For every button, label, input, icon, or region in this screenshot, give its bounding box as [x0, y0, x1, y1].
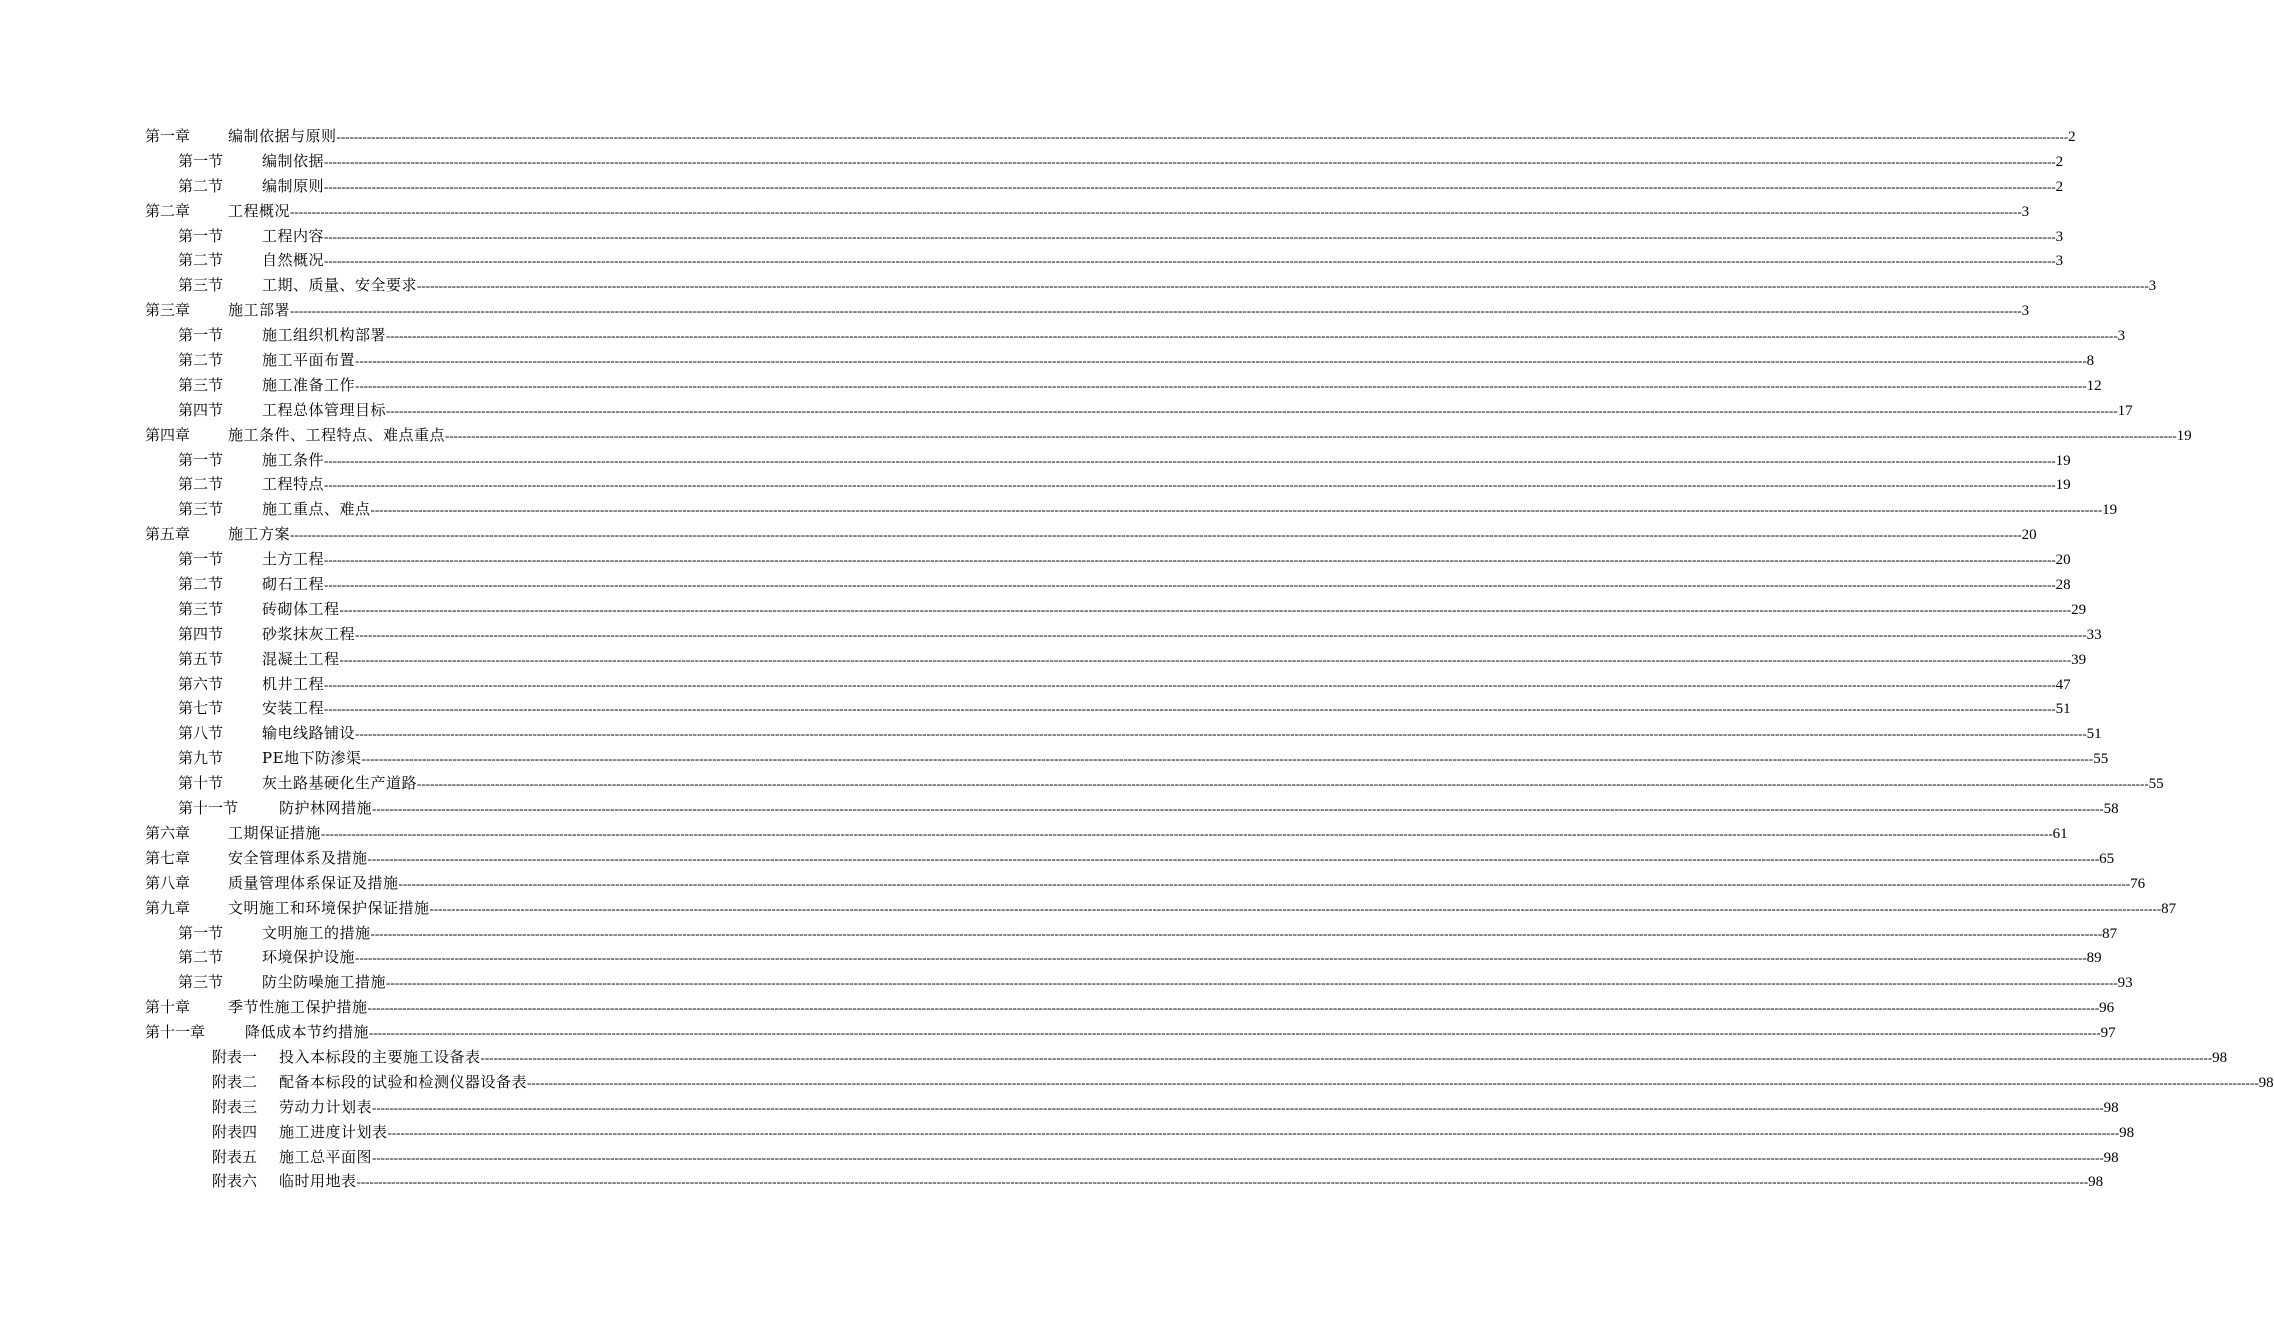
toc-leader-dashes: ---------------------------------------------------------------------------------------------------------------------------------------------------------------------------------------------------------------------------------------------------------------------------------------------------------------------------------------------------------------------------------------------------------------- — [290, 303, 2022, 319]
toc-entry-line — [228, 896, 2177, 922]
toc-entry-number: 第四节 — [178, 624, 224, 643]
toc-entry-line — [262, 647, 2087, 673]
toc-leader-dashes: ---------------------------------------------------------------------------------------------------------------------------------------------------------------------------------------------------------------------------------------------------------------------------------------------------------------------------------------------------------------------------------------------------------------- — [367, 850, 2100, 866]
toc-entry-line — [262, 945, 2102, 971]
toc-entry-page: 19 — [2055, 452, 2071, 469]
toc-entry-page: 61 — [2052, 825, 2068, 842]
toc-leader-dashes: ---------------------------------------------------------------------------------------------------------------------------------------------------------------------------------------------------------------------------------------------------------------------------------------------------------------------------------------------------------------------------------------------------------------- — [324, 253, 2056, 269]
toc-entry-line — [228, 423, 2192, 449]
toc-entry[interactable] — [0, 721, 2102, 746]
toc-entry[interactable] — [0, 896, 2177, 921]
toc-entry-line — [262, 398, 2133, 424]
toc-entry-line — [228, 846, 2115, 872]
toc-entry-title: 施工方案 — [228, 525, 291, 544]
toc-entry-title: 季节性施工保护措施 — [228, 998, 368, 1017]
toc-entry-number: 第三章 — [145, 301, 191, 320]
toc-entry[interactable] — [0, 871, 2146, 896]
toc-entry-title: 土方工程 — [262, 550, 325, 569]
toc-leader-dashes: ---------------------------------------------------------------------------------------------------------------------------------------------------------------------------------------------------------------------------------------------------------------------------------------------------------------------------------------------------------------------------------------------------------------- — [339, 601, 2072, 617]
toc-entry-page: 3 — [2117, 328, 2126, 345]
toc-entry-line — [262, 273, 2157, 299]
toc-leader-dashes: ---------------------------------------------------------------------------------------------------------------------------------------------------------------------------------------------------------------------------------------------------------------------------------------------------------------------------------------------------------------------------------------------------------------- — [355, 726, 2087, 742]
toc-entry-line — [262, 373, 2102, 399]
toc-entry-page: 93 — [2117, 975, 2133, 992]
toc-entry-page: 98 — [2258, 1074, 2274, 1091]
toc-entry-page: 55 — [2093, 751, 2109, 768]
toc-entry-number: 第二节 — [178, 176, 224, 195]
toc-entry[interactable] — [0, 124, 2076, 149]
toc-leader-dashes: ---------------------------------------------------------------------------------------------------------------------------------------------------------------------------------------------------------------------------------------------------------------------------------------------------------------------------------------------------------------------------------------------------------------- — [336, 129, 2069, 144]
toc-entry-number: 第三节 — [178, 276, 224, 295]
toc-leader-dashes: ---------------------------------------------------------------------------------------------------------------------------------------------------------------------------------------------------------------------------------------------------------------------------------------------------------------------------------------------------------------------------------------------------------------- — [324, 153, 2056, 169]
toc-entry-title: 防尘防噪施工措施 — [262, 973, 387, 992]
toc-entry-line — [228, 199, 2030, 225]
toc-entry-line — [262, 572, 2071, 598]
toc-entry-line — [279, 1095, 2119, 1121]
toc-entry-line — [262, 174, 2064, 200]
toc-entry[interactable] — [0, 1145, 2119, 1170]
toc-entry-page: 12 — [2086, 377, 2102, 394]
toc-leader-dashes: ---------------------------------------------------------------------------------------------------------------------------------------------------------------------------------------------------------------------------------------------------------------------------------------------------------------------------------------------------------------------------------------------------------------- — [290, 203, 2022, 219]
toc-entry[interactable] — [0, 1095, 2119, 1120]
toc-entry-title: 施工条件、工程特点、难点重点 — [228, 425, 446, 444]
toc-entry-title: 临时用地表 — [279, 1172, 357, 1191]
toc-entry-number: 第一节 — [178, 550, 224, 569]
toc-entry-line — [262, 547, 2071, 573]
toc-entry-page: 97 — [2100, 1025, 2116, 1042]
toc-entry-line — [279, 1045, 2228, 1071]
toc-entry-number: 第九节 — [178, 749, 224, 768]
toc-leader-dashes: ---------------------------------------------------------------------------------------------------------------------------------------------------------------------------------------------------------------------------------------------------------------------------------------------------------------------------------------------------------------------------------------------------------------- — [372, 1099, 2104, 1115]
toc-entry-page: 19 — [2176, 427, 2192, 444]
toc-entry-title: 砌石工程 — [262, 575, 325, 594]
toc-entry[interactable] — [0, 448, 2071, 473]
toc-entry[interactable] — [0, 547, 2071, 572]
toc-entry-title: 施工总平面图 — [279, 1147, 373, 1166]
toc-entry[interactable] — [0, 273, 2157, 298]
toc-leader-dashes: ---------------------------------------------------------------------------------------------------------------------------------------------------------------------------------------------------------------------------------------------------------------------------------------------------------------------------------------------------------------------------------------------------------------- — [386, 328, 2118, 344]
toc-entry-number: 第三节 — [178, 375, 224, 394]
toc-leader-dashes: ---------------------------------------------------------------------------------------------------------------------------------------------------------------------------------------------------------------------------------------------------------------------------------------------------------------------------------------------------------------------------------------------------------------- — [324, 676, 2056, 692]
toc-entry-line — [262, 248, 2064, 274]
toc-entry-page: 89 — [2086, 950, 2102, 967]
toc-entry-title: 文明施工的措施 — [262, 923, 371, 942]
toc-entry-number: 第二节 — [178, 948, 224, 967]
toc-leader-dashes: ---------------------------------------------------------------------------------------------------------------------------------------------------------------------------------------------------------------------------------------------------------------------------------------------------------------------------------------------------------------------------------------------------------------- — [324, 577, 2056, 593]
toc-entry-title: 环境保护设施 — [262, 948, 356, 967]
toc-entry-line — [262, 921, 2118, 947]
toc-entry-line — [262, 348, 2095, 374]
toc-entry[interactable] — [0, 1169, 2104, 1194]
toc-entry-title: 工期保证措施 — [228, 823, 322, 842]
toc-entry[interactable] — [0, 199, 2030, 224]
toc-entry-number: 第四节 — [178, 400, 224, 419]
toc-entry[interactable] — [0, 921, 2118, 946]
toc-entry[interactable] — [0, 423, 2192, 448]
toc-leader-dashes: ---------------------------------------------------------------------------------------------------------------------------------------------------------------------------------------------------------------------------------------------------------------------------------------------------------------------------------------------------------------------------------------------------------------- — [339, 651, 2072, 667]
toc-entry[interactable] — [0, 846, 2115, 871]
toc-leader-dashes: ---------------------------------------------------------------------------------------------------------------------------------------------------------------------------------------------------------------------------------------------------------------------------------------------------------------------------------------------------------------------------------------------------------------- — [417, 278, 2149, 294]
toc-entry-number: 附表一 — [212, 1047, 258, 1066]
toc-leader-dashes: ---------------------------------------------------------------------------------------------------------------------------------------------------------------------------------------------------------------------------------------------------------------------------------------------------------------------------------------------------------------------------------------------------------------- — [355, 950, 2087, 966]
toc-entry-line — [262, 224, 2064, 250]
toc-entry-line — [262, 970, 2133, 996]
toc-entry-number: 第一节 — [178, 923, 224, 942]
toc-entry-line — [228, 821, 2068, 847]
toc-entry-line — [279, 1070, 2274, 1096]
toc-entry-page: 98 — [2103, 1149, 2119, 1166]
toc-entry-title: 配备本标段的试验和检测仪器设备表 — [279, 1072, 528, 1091]
toc-entry-title: 施工平面布置 — [262, 351, 356, 370]
toc-leader-dashes: ---------------------------------------------------------------------------------------------------------------------------------------------------------------------------------------------------------------------------------------------------------------------------------------------------------------------------------------------------------------------------------------------------------------- — [370, 502, 2103, 518]
toc-entry-number: 第三节 — [178, 500, 224, 519]
toc-entry-number: 第一章 — [145, 127, 191, 145]
toc-entry[interactable] — [0, 1020, 2116, 1045]
toc-entry[interactable] — [0, 970, 2133, 995]
toc-entry-title: 施工重点、难点 — [262, 500, 371, 519]
toc-leader-dashes: ---------------------------------------------------------------------------------------------------------------------------------------------------------------------------------------------------------------------------------------------------------------------------------------------------------------------------------------------------------------------------------------------------------------- — [369, 1025, 2101, 1041]
toc-entry-title: 防护林网措施 — [279, 799, 373, 818]
toc-entry-title: 编制原则 — [262, 176, 325, 195]
toc-entry-page: 2 — [2055, 178, 2064, 195]
toc-entry-title: 工程内容 — [262, 226, 325, 245]
toc-entry-line — [262, 696, 2071, 722]
toc-entry-title: 降低成本节约措施 — [245, 1023, 370, 1042]
toc-entry-number: 第十一章 — [145, 1023, 206, 1042]
toc-entry-number: 附表四 — [212, 1122, 258, 1141]
toc-entry-number: 第三节 — [178, 973, 224, 992]
toc-entry[interactable] — [0, 696, 2071, 721]
toc-entry[interactable] — [0, 672, 2071, 697]
toc-entry-number: 第二节 — [178, 351, 224, 370]
toc-entry-number: 第一节 — [178, 151, 224, 170]
toc-entry-number: 第十节 — [178, 774, 224, 793]
toc-entry-line — [262, 472, 2071, 498]
toc-entry-line — [262, 672, 2071, 698]
toc-entry-page: 96 — [2099, 1000, 2115, 1017]
toc-entry-page: 87 — [2102, 925, 2118, 942]
toc-entry-title: PE地下防渗渠 — [262, 749, 362, 768]
toc-leader-dashes: ---------------------------------------------------------------------------------------------------------------------------------------------------------------------------------------------------------------------------------------------------------------------------------------------------------------------------------------------------------------------------------------------------------------- — [445, 427, 2177, 443]
toc-leader-dashes: ---------------------------------------------------------------------------------------------------------------------------------------------------------------------------------------------------------------------------------------------------------------------------------------------------------------------------------------------------------------------------------------------------------------- — [417, 776, 2149, 792]
toc-entry[interactable] — [0, 995, 2115, 1020]
toc-entry-page: 3 — [2148, 278, 2157, 295]
toc-entry[interactable] — [0, 1120, 2135, 1145]
toc-entry-title: 安装工程 — [262, 699, 325, 718]
toc-leader-dashes: ---------------------------------------------------------------------------------------------------------------------------------------------------------------------------------------------------------------------------------------------------------------------------------------------------------------------------------------------------------------------------------------------------------------- — [370, 925, 2103, 941]
toc-entry-title: 编制依据 — [262, 151, 325, 170]
toc-leader-dashes: ---------------------------------------------------------------------------------------------------------------------------------------------------------------------------------------------------------------------------------------------------------------------------------------------------------------------------------------------------------------------------------------------------------------- — [398, 875, 2131, 891]
toc-leader-dashes: ---------------------------------------------------------------------------------------------------------------------------------------------------------------------------------------------------------------------------------------------------------------------------------------------------------------------------------------------------------------------------------------------------------------- — [480, 1049, 2213, 1065]
toc-entry[interactable] — [0, 323, 2126, 348]
toc-entry[interactable] — [0, 497, 2118, 522]
toc-leader-dashes: ---------------------------------------------------------------------------------------------------------------------------------------------------------------------------------------------------------------------------------------------------------------------------------------------------------------------------------------------------------------------------------------------------------------- — [527, 1074, 2259, 1090]
toc-entry[interactable] — [0, 622, 2102, 647]
toc-entry-page: 29 — [2071, 601, 2087, 618]
toc-leader-dashes: ---------------------------------------------------------------------------------------------------------------------------------------------------------------------------------------------------------------------------------------------------------------------------------------------------------------------------------------------------------------------------------------------------------------- — [324, 552, 2056, 568]
toc-entry-page: 51 — [2086, 726, 2102, 743]
toc-entry-number: 附表二 — [212, 1072, 258, 1091]
toc-entry-number: 第二节 — [178, 475, 224, 494]
toc-entry-line — [262, 746, 2109, 772]
toc-entry-number: 第七节 — [178, 699, 224, 718]
toc-entry-page: 19 — [2055, 477, 2071, 494]
toc-entry-title: 砖砌体工程 — [262, 599, 340, 618]
toc-entry-title: 施工组织机构部署 — [262, 326, 387, 345]
toc-entry-number: 附表五 — [212, 1147, 258, 1166]
toc-entry-page: 39 — [2071, 651, 2087, 668]
toc-entry[interactable] — [0, 373, 2102, 398]
toc-entry[interactable] — [0, 248, 2064, 273]
toc-entry-page: 20 — [2055, 552, 2071, 569]
toc-entry-title: 混凝土工程 — [262, 649, 340, 668]
toc-entry-line — [279, 1169, 2104, 1195]
toc-entry-page: 28 — [2055, 577, 2071, 594]
toc-entry-page: 3 — [2055, 228, 2064, 245]
toc-entry-page: 3 — [2021, 303, 2030, 320]
toc-entry[interactable] — [0, 572, 2071, 597]
toc-entry-title: 施工部署 — [228, 301, 291, 320]
toc-entry-page: 33 — [2086, 626, 2102, 643]
toc-entry-title: 质量管理体系保证及措施 — [228, 873, 399, 892]
toc-entry-page: 76 — [2130, 875, 2146, 892]
toc-entry-line — [279, 1145, 2119, 1171]
toc-entry-title: 工程概况 — [228, 201, 291, 220]
toc-entry-line — [262, 323, 2126, 349]
toc-entry-number: 第四章 — [145, 425, 191, 444]
toc-leader-dashes: ---------------------------------------------------------------------------------------------------------------------------------------------------------------------------------------------------------------------------------------------------------------------------------------------------------------------------------------------------------------------------------------------------------------- — [324, 477, 2056, 493]
toc-entry-number: 第一节 — [178, 226, 224, 245]
toc-entry[interactable] — [0, 472, 2071, 497]
toc-entry-title: 工期、质量、安全要求 — [262, 276, 418, 295]
toc-entry-page: 2 — [2055, 153, 2064, 170]
toc-entry-line — [262, 597, 2087, 623]
toc-entry-number: 第八节 — [178, 724, 224, 743]
toc-entry[interactable] — [0, 1045, 2228, 1070]
toc-entry[interactable] — [0, 796, 2119, 821]
toc-leader-dashes: ---------------------------------------------------------------------------------------------------------------------------------------------------------------------------------------------------------------------------------------------------------------------------------------------------------------------------------------------------------------------------------------------------------------- — [386, 975, 2118, 991]
toc-entry-page: 17 — [2117, 402, 2133, 419]
toc-entry-title: 自然概况 — [262, 251, 325, 270]
toc-leader-dashes: ---------------------------------------------------------------------------------------------------------------------------------------------------------------------------------------------------------------------------------------------------------------------------------------------------------------------------------------------------------------------------------------------------------------- — [372, 801, 2104, 817]
toc-entry-line — [228, 522, 2037, 548]
toc-entry-title: 施工条件 — [262, 450, 325, 469]
toc-entry-line — [228, 298, 2030, 324]
toc-entry-title: 安全管理体系及措施 — [228, 848, 368, 867]
toc-entry[interactable] — [0, 522, 2037, 547]
toc-entry[interactable] — [0, 597, 2087, 622]
toc-entry[interactable] — [0, 298, 2030, 323]
toc-leader-dashes: ---------------------------------------------------------------------------------------------------------------------------------------------------------------------------------------------------------------------------------------------------------------------------------------------------------------------------------------------------------------------------------------------------------------- — [324, 178, 2056, 194]
toc-entry-page: 65 — [2099, 850, 2115, 867]
toc-entry-number: 第一节 — [178, 326, 224, 345]
toc-entry-title: 灰土路基硬化生产道路 — [262, 774, 418, 793]
toc-entry-number: 第八章 — [145, 873, 191, 892]
toc-leader-dashes: ---------------------------------------------------------------------------------------------------------------------------------------------------------------------------------------------------------------------------------------------------------------------------------------------------------------------------------------------------------------------------------------------------------------- — [361, 751, 2094, 767]
toc-entry-page: 20 — [2021, 527, 2037, 544]
toc-entry-page: 55 — [2148, 776, 2164, 793]
toc-entry[interactable] — [0, 224, 2064, 249]
toc-entry-line — [228, 124, 2076, 150]
toc-entry-page: 98 — [2212, 1049, 2228, 1066]
toc-entry-line — [279, 796, 2119, 822]
toc-leader-dashes: ---------------------------------------------------------------------------------------------------------------------------------------------------------------------------------------------------------------------------------------------------------------------------------------------------------------------------------------------------------------------------------------------------------------- — [429, 900, 2162, 916]
toc-entry[interactable] — [0, 348, 2095, 373]
toc-entry-number: 第九章 — [145, 898, 191, 917]
toc-entry-page: 98 — [2103, 1099, 2119, 1116]
toc-entry-number: 第六节 — [178, 674, 224, 693]
toc-leader-dashes: ---------------------------------------------------------------------------------------------------------------------------------------------------------------------------------------------------------------------------------------------------------------------------------------------------------------------------------------------------------------------------------------------------------------- — [324, 452, 2056, 468]
toc-leader-dashes: ---------------------------------------------------------------------------------------------------------------------------------------------------------------------------------------------------------------------------------------------------------------------------------------------------------------------------------------------------------------------------------------------------------------- — [324, 228, 2056, 244]
toc-entry-number: 附表三 — [212, 1097, 258, 1116]
toc-entry-number: 第七章 — [145, 848, 191, 867]
toc-entry-page: 87 — [2161, 900, 2177, 917]
toc-entry-number: 第五章 — [145, 525, 191, 544]
toc-entry-line — [262, 448, 2071, 474]
toc-leader-dashes: ---------------------------------------------------------------------------------------------------------------------------------------------------------------------------------------------------------------------------------------------------------------------------------------------------------------------------------------------------------------------------------------------------------------- — [356, 1174, 2089, 1190]
toc-entry-title: 机井工程 — [262, 674, 325, 693]
toc-leader-dashes: ---------------------------------------------------------------------------------------------------------------------------------------------------------------------------------------------------------------------------------------------------------------------------------------------------------------------------------------------------------------------------------------------------------------- — [324, 701, 2056, 717]
toc-entry-page: 2 — [2068, 129, 2076, 145]
toc-entry[interactable] — [0, 945, 2102, 970]
toc-entry-number: 第二节 — [178, 251, 224, 270]
toc-entry-number: 第十章 — [145, 998, 191, 1017]
toc-entry-line — [262, 771, 2164, 797]
toc-entry-title: 砂浆抹灰工程 — [262, 624, 356, 643]
toc-entry-title: 劳动力计划表 — [279, 1097, 373, 1116]
toc-entry-number: 第一节 — [178, 450, 224, 469]
toc-entry-title: 施工进度计划表 — [279, 1122, 388, 1141]
toc-entry-number: 第二章 — [145, 201, 191, 220]
toc-entry-title: 输电线路铺设 — [262, 724, 356, 743]
toc-entry-page: 47 — [2055, 676, 2071, 693]
toc-entry-line — [228, 995, 2115, 1021]
toc-entry-line — [262, 721, 2102, 747]
toc-entry-page: 8 — [2086, 353, 2095, 370]
toc-entry-page: 98 — [2088, 1174, 2104, 1191]
toc-entry-number: 第五节 — [178, 649, 224, 668]
toc-entry-page: 51 — [2055, 701, 2071, 718]
toc-entry-page: 98 — [2119, 1124, 2135, 1141]
toc-entry-page: 19 — [2102, 502, 2118, 519]
toc-entry-line — [262, 149, 2064, 175]
toc-leader-dashes: ---------------------------------------------------------------------------------------------------------------------------------------------------------------------------------------------------------------------------------------------------------------------------------------------------------------------------------------------------------------------------------------------------------------- — [355, 377, 2087, 393]
toc-entry-page: 58 — [2103, 801, 2119, 818]
toc-leader-dashes: ---------------------------------------------------------------------------------------------------------------------------------------------------------------------------------------------------------------------------------------------------------------------------------------------------------------------------------------------------------------------------------------------------------------- — [321, 825, 2053, 841]
toc-entry-line — [262, 497, 2118, 523]
toc-entry-line — [279, 1120, 2135, 1146]
toc-entry[interactable] — [0, 771, 2164, 796]
toc-entry-number: 第十一节 — [178, 799, 239, 818]
toc-leader-dashes: ---------------------------------------------------------------------------------------------------------------------------------------------------------------------------------------------------------------------------------------------------------------------------------------------------------------------------------------------------------------------------------------------------------------- — [355, 626, 2087, 642]
toc-entry[interactable] — [0, 647, 2087, 672]
toc-entry-number: 第二节 — [178, 575, 224, 594]
toc-entry[interactable] — [0, 821, 2068, 846]
toc-entry[interactable] — [0, 174, 2064, 199]
toc-leader-dashes: ---------------------------------------------------------------------------------------------------------------------------------------------------------------------------------------------------------------------------------------------------------------------------------------------------------------------------------------------------------------------------------------------------------------- — [290, 527, 2022, 543]
toc-leader-dashes: ---------------------------------------------------------------------------------------------------------------------------------------------------------------------------------------------------------------------------------------------------------------------------------------------------------------------------------------------------------------------------------------------------------------- — [387, 1124, 2120, 1140]
toc-entry-page: 3 — [2055, 253, 2064, 270]
toc-leader-dashes: ---------------------------------------------------------------------------------------------------------------------------------------------------------------------------------------------------------------------------------------------------------------------------------------------------------------------------------------------------------------------------------------------------------------- — [355, 353, 2087, 369]
toc-entry-line — [262, 622, 2102, 648]
toc-entry[interactable] — [0, 746, 2109, 771]
toc-entry[interactable] — [0, 149, 2064, 174]
toc-leader-dashes: ---------------------------------------------------------------------------------------------------------------------------------------------------------------------------------------------------------------------------------------------------------------------------------------------------------------------------------------------------------------------------------------------------------------- — [386, 402, 2118, 418]
toc-entry-page: 3 — [2021, 203, 2030, 220]
toc-entry-number: 第三节 — [178, 599, 224, 618]
toc-entry-line — [228, 871, 2146, 897]
toc-entry-number: 附表六 — [212, 1172, 258, 1191]
toc-entry-title: 工程特点 — [262, 475, 325, 494]
table-of-contents — [0, 124, 2274, 1194]
toc-entry-line — [245, 1020, 2116, 1046]
toc-entry-title: 投入本标段的主要施工设备表 — [279, 1047, 481, 1066]
toc-leader-dashes: ---------------------------------------------------------------------------------------------------------------------------------------------------------------------------------------------------------------------------------------------------------------------------------------------------------------------------------------------------------------------------------------------------------------- — [372, 1149, 2104, 1165]
toc-entry[interactable] — [0, 398, 2133, 423]
toc-entry-number: 第六章 — [145, 823, 191, 842]
toc-entry-title: 工程总体管理目标 — [262, 400, 387, 419]
toc-entry-title: 编制依据与原则 — [228, 127, 337, 145]
toc-leader-dashes: ---------------------------------------------------------------------------------------------------------------------------------------------------------------------------------------------------------------------------------------------------------------------------------------------------------------------------------------------------------------------------------------------------------------- — [367, 1000, 2100, 1016]
toc-entry-title: 文明施工和环境保护保证措施 — [228, 898, 430, 917]
toc-entry-title: 施工准备工作 — [262, 375, 356, 394]
toc-entry[interactable] — [0, 1070, 2274, 1095]
